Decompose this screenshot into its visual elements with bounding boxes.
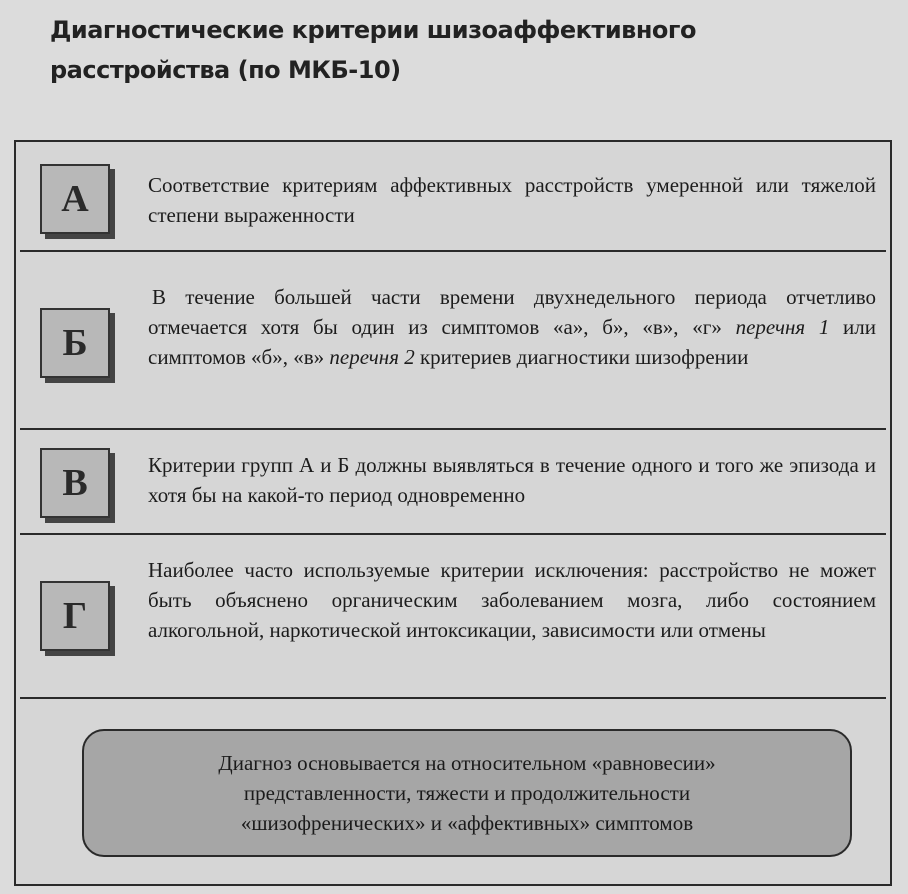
summary-line-1: Диагноз основывается на относительном «равновесии» [218,751,716,775]
criterion-letter-b: Б [40,308,110,378]
criterion-row-v [20,430,886,535]
criterion-letter-g: Г [40,581,110,651]
criterion-text-g: Наиболее часто используемые критерии исключения: расстройство не может быть объяснено органическим заболеванием мозга, либо состоянием алкогольной, наркотической интоксикации, зависимости или отмены [148,558,876,642]
criterion-text-v: Критерии групп А и Б должны выявляться в течение одного и того же эпизода и хотя бы на какой-то период одновременно [148,453,876,507]
summary-row [20,699,886,884]
criterion-text-b-list1: перечня 1 [735,315,830,339]
summary-text [218,748,715,838]
summary-line-3: «шизофренических» и «аффективных» симптомов [240,811,694,835]
criterion-letter-v: В [40,448,110,518]
summary-box [82,729,852,857]
criterion-row-b [20,252,886,430]
criterion-text-b [148,282,876,372]
summary-line-2: представленности, тяжести и продолжительности [243,781,691,805]
criterion-row-a [20,142,886,252]
title-line-2: расстройства (по МКБ-10) [50,56,401,84]
criterion-text-b-part1: В течение большей части времени двухнедельного периода отчетливо отмечается хотя бы один из симптомов «а», б», «в», «г» [148,285,876,339]
criterion-letter-a: А [40,164,110,234]
criterion-row-g [20,535,886,699]
page-title [50,10,696,90]
criterion-text-b-part2: или симптомов «б», «в» [148,315,877,369]
criteria-table [14,140,892,886]
title-line-1: Диагностические критерии шизоаффективного [50,16,696,44]
criterion-text-a: Соответствие критериям аффективных расстройств умеренной или тяжелой степени выраженности [148,173,876,227]
criterion-text-b-part3: критериев диагностики шизофрении [414,345,749,369]
criterion-text-b-list2: перечня 2 [329,345,415,369]
